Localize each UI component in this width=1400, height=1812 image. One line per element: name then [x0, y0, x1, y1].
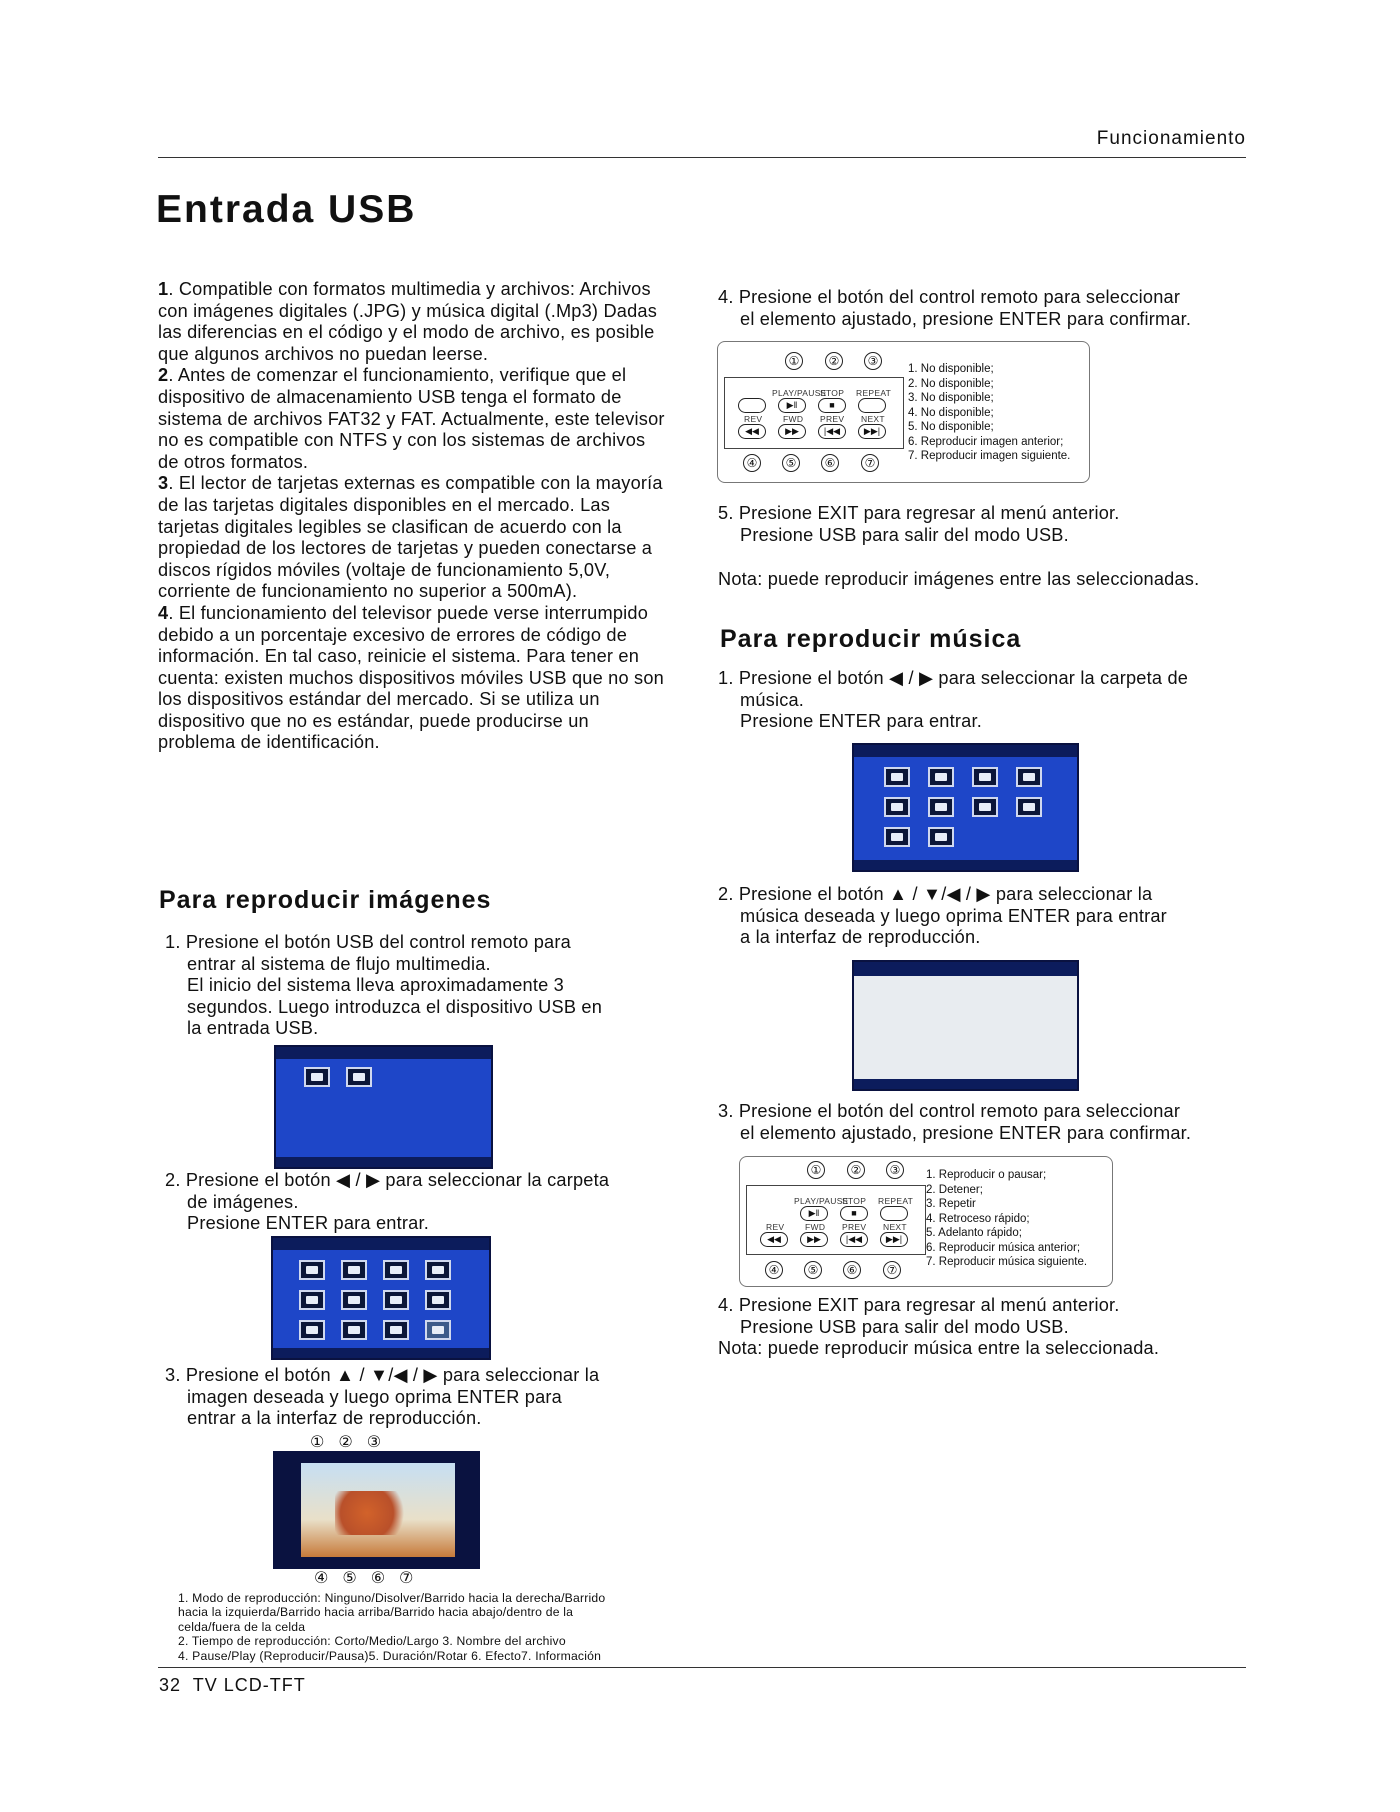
music-heading: Para reproducir música [720, 625, 1022, 653]
folder-icon [341, 1260, 367, 1280]
folder-icon [884, 797, 910, 817]
folder-icon [299, 1260, 325, 1280]
stop-key: ■ [818, 398, 846, 413]
remote-legend: 1. Reproducir o pausar; 2. Detener; 3. Repetir 4. Retroceso rápido; 5. Adelanto rápido; 6. Reproducir música anterior; 7. Reproducir música siguiente. [926, 1169, 1088, 1268]
music-folder-screenshot [852, 743, 1079, 872]
image-step-4: 4. Presione el botón del control remoto para seleccionar el elemento ajustado, presione ENTER para confirmar. [718, 287, 1192, 329]
folder-icon [299, 1290, 325, 1310]
folder-icon [304, 1067, 330, 1087]
folder-icon [341, 1320, 367, 1340]
photo-callouts-top: ①②③ [310, 1434, 396, 1451]
folder-icon [425, 1290, 451, 1310]
music-step-1: 1. Presione el botón ◀ / ▶ para seleccionar la carpeta de música. Presione ENTER para entrar. [718, 668, 1189, 732]
image-step-5: 5. Presione EXIT para regresar al menú anterior. Presione USB para salir del modo USB. [718, 503, 1120, 545]
remote-diagram-images: ① ② ③ PLAY/PAUSE STOP REPEAT ▶‖ ■ REV FWD PREV NEXT ◀◀ ▶▶ |◀◀ ▶▶| ④ ⑤ ⑥ ⑦ 1. No disponible; 2. No disponible; 3. No disponible; 4. No disponible; 5. No disponible; 6. Reproducir imagen anterior; 7. Reproducir imagen siguiente. [717, 341, 1090, 483]
image-step-1: 1. Presione el botón USB del control remoto para entrar al sistema de flujo multimedia. El inicio del sistema lleva aproximadamente 3 segundos. Luego introduzca el dispositivo USB en la entrada USB. [165, 932, 603, 1039]
folder-icon [299, 1320, 325, 1340]
music-step-3: 3. Presione el botón del control remoto para seleccionar el elemento ajustado, presione ENTER para confirmar. [718, 1101, 1192, 1143]
photo-playback-screenshot [273, 1451, 480, 1569]
page-title: Entrada USB [156, 188, 417, 231]
footer-rule [158, 1667, 1246, 1668]
folder-icon [928, 797, 954, 817]
intro-paragraph-4: 4. El funcionamiento del televisor puede verse interrumpido debido a un porcentaje excesivo de errores de código de información. En tal caso, reinicie el sistema. Para tener en cuenta: existen muchos dispositivos móviles USB que no son los dispositivos estándar del mercado. Si se utiliza un dispositivo que no es estándar, puede producirse un problema de identificación. [158, 602, 664, 753]
play-pause-key: ▶‖ [778, 398, 806, 413]
page-number: 32 [159, 1675, 182, 1695]
repeat-key [858, 398, 886, 413]
folder-icon [425, 1260, 451, 1280]
play-pause-key: ▶‖ [800, 1206, 828, 1221]
prev-key: |◀◀ [818, 424, 846, 439]
music-playback-screenshot [852, 960, 1079, 1091]
folder-icon [928, 827, 954, 847]
photo-callouts-bottom: ④⑤⑥⑦ [314, 1570, 428, 1587]
next-key: ▶▶| [858, 424, 886, 439]
intro-paragraph-3: 3. El lector de tarjetas externas es compatible con la mayoría de las tarjetas digitales disponibles en el mercado. Las tarjetas digitales legibles se clasifican de acuerdo con la propiedad de los lectores de tarjetas y pueden conectarse a discos rígidos móviles (voltaje de funcionamiento 5,0V, corriente de funcionamiento no superior a 500mA). [158, 473, 663, 602]
folder-icon [383, 1290, 409, 1310]
music-step-4: 4. Presione EXIT para regresar al menú anterior. Presione USB para salir del modo USB. Nota: puede reproducir música entre la seleccionada. [718, 1295, 1160, 1359]
usb-root-screenshot [274, 1045, 493, 1169]
footer-label: TV LCD-TFT [192, 1675, 306, 1695]
header-rule [158, 157, 1246, 158]
page-footer [159, 1675, 306, 1696]
folder-icon [884, 827, 910, 847]
fwd-key: ▶▶ [778, 424, 806, 439]
folder-icon [1016, 767, 1042, 787]
folder-icon [383, 1320, 409, 1340]
folder-icon [884, 767, 910, 787]
image-folder-screenshot [271, 1236, 491, 1360]
intro-paragraph-2: 2. Antes de comenzar el funcionamiento, verifique que el dispositivo de almacenamiento USB tenga el formato de sistema de archivos FAT32 y FAT. Actualmente, este televisor no es compatible con NTFS y con los sistemas de archivos de otros formatos. [158, 365, 665, 472]
folder-icon [972, 797, 998, 817]
images-note: Nota: puede reproducir imágenes entre las seleccionadas. [718, 569, 1200, 589]
folder-icon [346, 1067, 372, 1087]
fwd-key: ▶▶ [800, 1232, 828, 1247]
intro-paragraph-1: 1. Compatible con formatos multimedia y archivos: Archivos con imágenes digitales (.JPG) y música digital (.Mp3) Dadas las diferencias en el código y el modo de archivo, es posible que algunos archivos no puedan leerse. [158, 279, 658, 364]
photo-caption: 1. Modo de reproducción: Ninguno/Disolver/Barrido hacia la derecha/Barrido hacia la izquierda/Barrido hacia arriba/Barrido hacia abajo/dentro de la celda/fuera de la celda 2. Tiempo de reproducción: Corto/Medio/Largo 3. Nombre del archivo 4. Pause/Play (Reproducir/Pausa)5. Duración/Rotar 6. Efecto7. Información [178, 1591, 606, 1663]
rev-key: ◀◀ [760, 1232, 788, 1247]
remote-legend: 1. No disponible; 2. No disponible; 3. No disponible; 4. No disponible; 5. No disponible; 6. Reproducir imagen anterior; 7. Reproducir imagen siguiente. [908, 363, 1071, 462]
image-thumbnail [425, 1320, 451, 1340]
intro-text [158, 279, 668, 754]
running-header: Funcionamiento [1096, 128, 1246, 149]
prev-key: |◀◀ [840, 1232, 868, 1247]
next-key: ▶▶| [880, 1232, 908, 1247]
folder-icon [383, 1260, 409, 1280]
rev-key: ◀◀ [738, 424, 766, 439]
images-heading: Para reproducir imágenes [159, 886, 492, 914]
music-step-2: 2. Presione el botón ▲ / ▼/◀ / ▶ para seleccionar la música deseada y luego oprima ENTER para entrar a la interfaz de reproducción. [718, 884, 1167, 948]
folder-icon [972, 767, 998, 787]
stop-key: ■ [840, 1206, 868, 1221]
image-step-3: 3. Presione el botón ▲ / ▼/◀ / ▶ para seleccionar la imagen deseada y luego oprima ENTER para entrar a la interfaz de reproducción. [165, 1365, 600, 1429]
folder-icon [1016, 797, 1042, 817]
play-pause-key [738, 398, 766, 413]
image-step-2: 2. Presione el botón ◀ / ▶ para seleccionar la carpeta de imágenes. Presione ENTER para entrar. [165, 1170, 610, 1234]
folder-icon [341, 1290, 367, 1310]
folder-icon [928, 767, 954, 787]
repeat-key [880, 1206, 908, 1221]
remote-diagram-music: ① ② ③ PLAY/PAUSE STOP REPEAT ▶‖ ■ REV FWD PREV NEXT ◀◀ ▶▶ |◀◀ ▶▶| ④ ⑤ ⑥ ⑦ 1. Reproducir o pausar; 2. Detener; 3. Repetir 4. Retroceso rápido; 5. Adelanto rápido; 6. Reproducir música anterior; 7. Reproducir música siguiente. [739, 1156, 1113, 1287]
